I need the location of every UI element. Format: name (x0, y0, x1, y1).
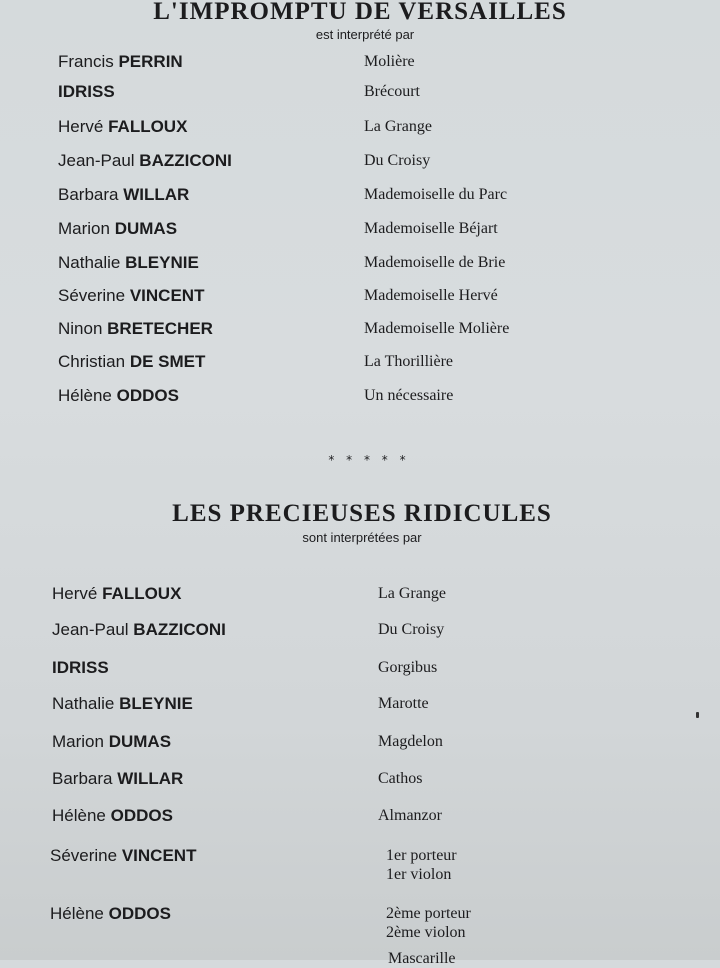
role-line: Mademoiselle Hervé (364, 287, 498, 304)
section-subtitle-precieuses: sont interprétées par (302, 530, 422, 545)
actor-last-name: DUMAS (114, 219, 178, 238)
cast-row (0, 620, 720, 650)
role-line: La Grange (378, 585, 446, 602)
actor-last-name: BLEYNIE (119, 694, 193, 713)
actor-first-name: Hélène (50, 904, 104, 923)
role-name (364, 286, 498, 305)
actor-last-name: BAZZICONI (133, 620, 226, 639)
role-line: Mademoiselle du Parc (364, 186, 508, 203)
cast-row (0, 286, 720, 316)
role-line: 2ème porteur (386, 905, 471, 922)
role-name (386, 904, 471, 942)
actor-first-name: Hélène (52, 806, 106, 825)
cast-row (0, 769, 720, 799)
role-line-secondary: 1er violon (386, 866, 452, 883)
actor-first-name: Francis (58, 52, 114, 71)
actor-last-name: VINCENT (129, 286, 205, 305)
role-name (378, 584, 446, 603)
role-line: Brécourt (364, 83, 420, 100)
role-line: Marotte (378, 695, 429, 712)
role-name (378, 769, 422, 788)
role-line: Mademoiselle de Brie (364, 254, 506, 271)
cast-row (0, 584, 720, 614)
actor-first-name: Jean-Paul (58, 151, 135, 170)
actor-first-name: Hélène (58, 386, 112, 405)
section-title-precieuses: LES PRECIEUSES RIDICULES (172, 500, 552, 527)
actor-first-name: Marion (52, 732, 104, 751)
cast-row (0, 52, 720, 82)
actor-first-name: Barbara (58, 185, 119, 204)
role-name (386, 846, 457, 884)
role-line: La Thorillière (364, 353, 453, 370)
actor-name (52, 769, 183, 789)
section-subtitle-impromptu: est interprété par (315, 27, 415, 42)
actor-name (58, 185, 189, 205)
role-line: Mademoiselle Molière (364, 320, 510, 337)
cast-row (0, 732, 720, 762)
actor-last-name: WILLAR (117, 769, 184, 788)
actor-name (58, 253, 199, 273)
role-name (364, 352, 453, 371)
actor-name (52, 584, 181, 604)
actor-first-name: Barbara (52, 769, 113, 788)
cast-row (0, 219, 720, 249)
actor-name (58, 117, 187, 137)
actor-last-name: VINCENT (121, 846, 197, 865)
cast-row (0, 117, 720, 147)
actor-name (58, 319, 213, 339)
actor-last-name: BLEYNIE (125, 253, 199, 272)
role-line: 1er porteur (386, 847, 457, 864)
actor-last-name: ODDOS (108, 904, 171, 923)
actor-first-name: Jean-Paul (52, 620, 129, 639)
paper-speck (696, 712, 699, 718)
actor-last-name: DUMAS (108, 732, 172, 751)
role-line: La Grange (364, 118, 432, 135)
role-line: Molière (364, 53, 415, 70)
role-line: Un nécessaire (364, 387, 454, 404)
actor-last-name: ODDOS (110, 806, 173, 825)
actor-last-name: DE SMET (129, 352, 206, 371)
role-name (364, 117, 432, 136)
cast-row (0, 253, 720, 283)
cast-row (0, 658, 720, 688)
cast-row (0, 352, 720, 382)
actor-first-name: Christian (58, 352, 126, 371)
role-name (378, 694, 429, 713)
actor-last-name: PERRIN (118, 52, 183, 71)
role-line: Gorgibus (378, 659, 438, 676)
actor-name (52, 694, 193, 714)
role-line: Du Croisy (378, 621, 445, 638)
cast-row (0, 319, 720, 349)
role-name (364, 219, 498, 238)
actor-name (50, 846, 196, 866)
role-name (364, 151, 430, 170)
actor-last-name: IDRISS (52, 658, 109, 677)
actor-last-name: WILLAR (123, 185, 190, 204)
role-name (364, 253, 505, 272)
role-name (364, 319, 509, 338)
role-line-secondary: 2ème violon (386, 924, 466, 941)
role-name (378, 620, 444, 639)
role-line: Cathos (378, 770, 423, 787)
actor-name (52, 620, 226, 640)
actor-name (58, 52, 183, 72)
role-line: Magdelon (378, 733, 443, 750)
role-line: Mademoiselle Béjart (364, 220, 498, 237)
actor-name (52, 658, 109, 678)
actor-name (58, 82, 115, 102)
actor-name (50, 904, 171, 924)
actor-first-name: Hervé (52, 584, 98, 603)
cutoff-role: Mascarille (388, 950, 456, 967)
actor-first-name: Hervé (58, 117, 104, 136)
cast-row (0, 904, 720, 941)
actor-first-name: Marion (58, 219, 110, 238)
actor-name (58, 386, 179, 406)
actor-last-name: BRETECHER (107, 319, 213, 338)
actor-last-name: ODDOS (116, 386, 179, 405)
actor-name (58, 286, 204, 306)
role-name (364, 52, 415, 71)
actor-last-name: BAZZICONI (139, 151, 232, 170)
actor-name (52, 732, 171, 752)
actor-name (58, 219, 177, 239)
role-name (378, 806, 442, 825)
actor-last-name: IDRISS (58, 82, 115, 101)
cast-row (0, 846, 720, 883)
actor-first-name: Séverine (50, 846, 118, 865)
section-title-impromptu: L'IMPROMPTU DE VERSAILLES (153, 0, 567, 25)
role-name (364, 82, 420, 101)
cast-row (0, 82, 720, 112)
cast-row (0, 386, 720, 416)
cast-row (0, 694, 720, 724)
actor-first-name: Ninon (58, 319, 103, 338)
actor-last-name: FALLOUX (108, 117, 188, 136)
section-divider: * * * * * (328, 453, 410, 467)
actor-first-name: Séverine (58, 286, 126, 305)
cast-row (0, 806, 720, 836)
role-name (378, 658, 437, 677)
actor-first-name: Nathalie (58, 253, 121, 272)
role-name (364, 185, 507, 204)
actor-name (58, 151, 232, 171)
actor-last-name: FALLOUX (102, 584, 182, 603)
actor-name (58, 352, 205, 372)
role-name (378, 732, 443, 751)
role-line: Du Croisy (364, 152, 431, 169)
role-line: Almanzor (378, 807, 442, 824)
actor-first-name: Nathalie (52, 694, 115, 713)
cast-row (0, 185, 720, 215)
role-name (364, 386, 453, 405)
actor-name (52, 806, 173, 826)
cast-row (0, 151, 720, 181)
